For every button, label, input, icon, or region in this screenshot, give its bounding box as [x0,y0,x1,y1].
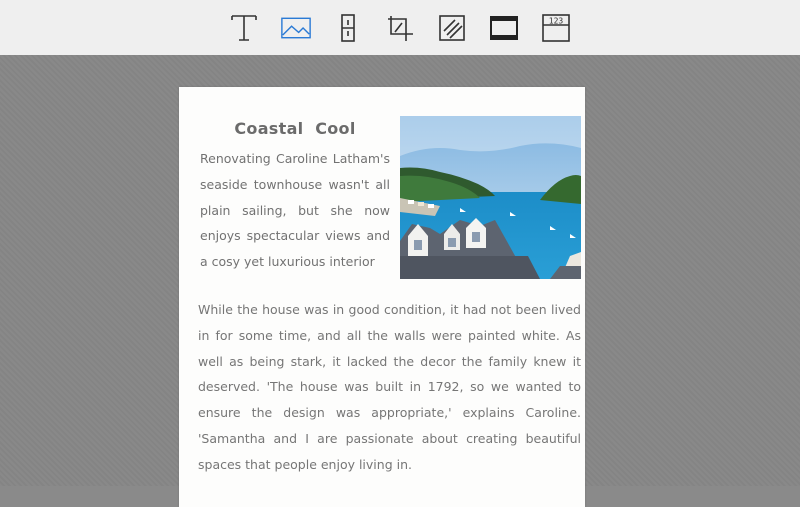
page-number-tool-button[interactable] [539,11,573,45]
article-headline[interactable]: Coastal Cool [234,119,356,138]
layout-tool-button[interactable] [331,11,365,45]
number-icon-label: 123 [548,16,564,25]
number-icon [541,13,571,43]
article-standfirst[interactable]: Renovating Caroline Latham's seaside townhouse wasn't all plain sailing, but she now enjoys spectacular views and a cosy yet luxurious interior [200,151,390,270]
image-tool-button[interactable] [279,11,313,45]
article-body[interactable]: While the house was in good condition, it had not been lived in for some time, and all the walls were painted white. As well as being stark, it lacked the decor the family knew it deserved. 'The house was built in 1792, so we wanted to ensure the design was appropriate,' explains Caroline. 'Samantha and I are passionate about creating beautiful spaces that people enjoy living in. [198,302,581,472]
frame-tool-button[interactable] [487,11,521,45]
hatch-icon [437,13,467,43]
image-icon [281,13,311,43]
crop-tool-button[interactable] [383,11,417,45]
coastal-photo-image [400,116,581,279]
layout-icon [333,13,363,43]
texture-tool-button[interactable] [435,11,469,45]
toolbar [0,0,800,55]
crop-icon [385,13,415,43]
text-tool-button[interactable] [227,11,261,45]
text-icon [229,13,259,43]
frame-icon [489,13,519,43]
article-photo[interactable] [400,116,581,279]
